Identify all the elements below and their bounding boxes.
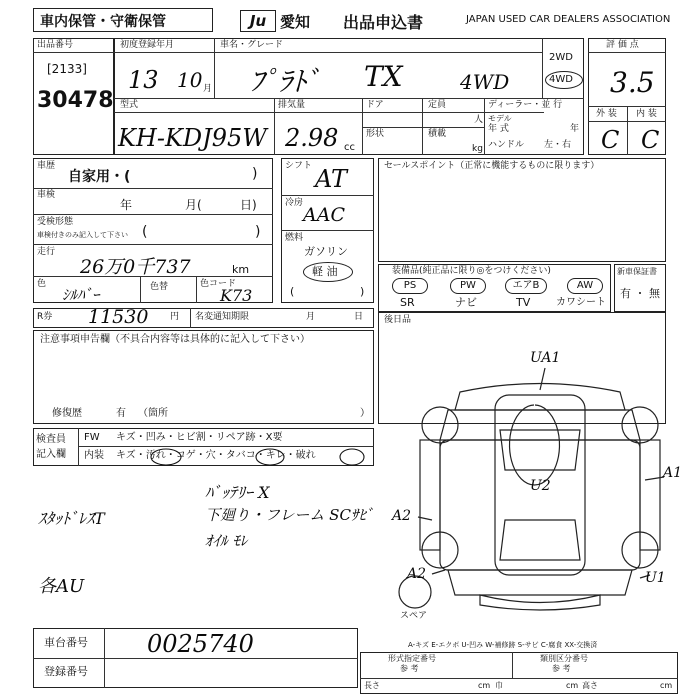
- first-reg-label: 初度登録年月: [120, 40, 175, 50]
- inspection-form-open: (: [142, 224, 148, 240]
- first-reg-year: 13: [128, 66, 159, 94]
- shift-label: シフト: [285, 161, 313, 171]
- legend: A-キズ E-エクボ U-凹み W-補修跡 S-サビ C-腐食 XX-交換済: [408, 641, 598, 649]
- org-name: 愛知: [280, 13, 311, 31]
- mileage-value: 26万0千737: [80, 256, 191, 278]
- mark-ua1: UA1: [530, 350, 561, 366]
- mark-a2-bottom: A2: [407, 566, 427, 582]
- inspection-form-close: ): [255, 224, 261, 240]
- model-grade: TX: [364, 60, 403, 93]
- handle-label: ハンドル: [488, 140, 525, 150]
- length-label: 長さ: [364, 681, 380, 690]
- ac-label: 冷房: [285, 198, 304, 208]
- sales-label: セールスポイント（正常に機能するものに限ります）: [384, 161, 600, 171]
- grade-score: 3.5: [610, 66, 655, 99]
- equip-ps: PS: [392, 278, 428, 294]
- color-change-label: 色替: [150, 282, 169, 292]
- note-underbody: 下廻り・フレーム SCｻﾋﾞ: [205, 506, 374, 524]
- interior-text: キズ・汚れ・コゲ・穴・タバコ・キレ・破れ: [116, 450, 316, 461]
- equip-airbag: エアB: [505, 278, 547, 294]
- inspector-label: 検査員: [36, 434, 66, 445]
- mark-a2-left: A2: [392, 508, 412, 524]
- fw-label: FW: [84, 432, 100, 443]
- ju-logo: Ju: [240, 10, 276, 32]
- year-label: 年 式: [488, 124, 509, 134]
- model-label: 車名・グレード: [220, 40, 284, 50]
- equipment-label: 装備品(純正品に限り◎をつけください): [392, 266, 551, 276]
- doors-label: ドア: [366, 100, 384, 110]
- fuel-gasoline: ガソリン: [304, 245, 348, 258]
- warranty-label: 新車保証書: [617, 267, 657, 276]
- equip-navi: ナビ: [455, 296, 477, 309]
- inspection-day: 日): [240, 198, 257, 212]
- later-items-label: 後日品: [384, 315, 412, 325]
- inspector-label-2: 記入欄: [36, 449, 66, 460]
- class-label: 類別区分番号: [540, 654, 588, 663]
- drive-4wd: 4WD: [549, 74, 573, 85]
- model-name: ﾌﾟﾗﾄﾞ: [250, 65, 321, 98]
- form-title: 出品申込書: [343, 13, 424, 32]
- color-code-label: 色コード: [200, 279, 237, 289]
- warranty-value: 有 ・ 無: [620, 287, 660, 300]
- notes-label: 注意事項申告欄（不具合内容等は具体的に記入して下さい）: [40, 334, 310, 345]
- drive-2wd: 2WD: [549, 52, 573, 63]
- displacement-value: 2.98: [285, 124, 339, 152]
- interior-label: 内装: [84, 450, 104, 461]
- chassis-value: 0025740: [147, 630, 254, 658]
- repair-place: （箇所: [138, 408, 168, 419]
- type-designation-ref: 参 考: [400, 664, 419, 673]
- deadline-day: 日: [354, 312, 364, 322]
- inspection-form-sub: 車検付きのみ記入して下さい: [37, 231, 128, 239]
- ext-label: 外 装: [596, 109, 617, 119]
- color-value: ｼﾙﾊﾞｰ: [62, 286, 100, 304]
- first-reg-month: 10: [177, 68, 203, 92]
- inspection-form-label: 受検形態: [37, 217, 74, 227]
- history-close: ): [252, 166, 258, 182]
- first-reg-month-unit: 月: [203, 84, 213, 94]
- length-unit: cm: [478, 681, 491, 690]
- lot-sub: [2133]: [47, 62, 87, 76]
- handle-options: 左・右: [544, 140, 572, 150]
- displacement-unit: cc: [344, 142, 355, 153]
- recycle-label: R券: [37, 312, 53, 322]
- repair-has: 有: [116, 408, 126, 419]
- model-drive-handwritten: 4WD: [460, 70, 510, 94]
- equip-aw: AW: [567, 278, 603, 294]
- fuel-paren-open: (: [290, 285, 295, 298]
- width-label: 巾: [495, 681, 503, 690]
- color-code: K73: [220, 286, 253, 305]
- type-label: 型式: [120, 100, 139, 110]
- association-name: JAPAN USED CAR DEALERS ASSOCIATION: [466, 14, 671, 25]
- model-year-label: モデル: [488, 114, 512, 123]
- shift-value: AT: [315, 165, 348, 193]
- inspection-month: 月(: [185, 198, 202, 212]
- class-ref: 参 考: [552, 664, 571, 673]
- registration-label: 登録番号: [44, 665, 88, 678]
- grade-label: 評 価 点: [606, 40, 639, 50]
- mileage-label: 走行: [37, 247, 56, 257]
- load-label: 積載: [428, 129, 447, 139]
- equip-pw: PW: [450, 278, 486, 294]
- ext-grade: C: [601, 126, 620, 154]
- recycle-value: 11530: [88, 306, 149, 328]
- year-unit: 年: [570, 124, 580, 134]
- dealer-label: ディーラー・並 行: [488, 100, 563, 110]
- mileage-unit: km: [232, 263, 250, 276]
- deadline-month: 月: [306, 312, 316, 322]
- chassis-label: 車台番号: [44, 636, 88, 649]
- equip-sr: SR: [400, 296, 415, 309]
- load-unit: kg: [472, 144, 483, 154]
- equip-tv: TV: [516, 296, 531, 309]
- recycle-unit: 円: [170, 312, 180, 322]
- history-label: 車歴: [37, 161, 56, 171]
- deadline-label: 名変通知期限: [195, 312, 250, 322]
- equip-seat: カワシート: [556, 297, 606, 308]
- note-battery: ﾊﾞｯﾃﾘｰ X: [205, 483, 270, 502]
- history-value: 自家用・(: [68, 169, 131, 185]
- ac-value: AAC: [303, 204, 345, 226]
- lot-number: 30478: [37, 88, 114, 113]
- lot-label: 出品番号: [37, 40, 74, 50]
- seats-label: 定員: [428, 100, 447, 110]
- note-studless: ｽﾀｯﾄﾞﾚｽT: [38, 509, 105, 528]
- mark-u2: U2: [530, 478, 551, 494]
- note-oil: ｵｲﾙ ﾓﾚ: [205, 532, 248, 550]
- note-each-au: 各AU: [38, 576, 85, 597]
- fuel-paren-close: ): [360, 285, 365, 298]
- type-value: KH-KDJ95W: [118, 124, 267, 152]
- height-unit: cm: [660, 681, 673, 690]
- repair-label: 修復歴: [52, 408, 82, 419]
- width-unit: cm: [566, 681, 579, 690]
- shape-label: 形状: [366, 129, 385, 139]
- height-label: 高さ: [582, 681, 598, 690]
- seats-unit: 人: [474, 115, 484, 125]
- int-label: 内 装: [636, 109, 657, 119]
- storage-text: 車内保管・守衛保管: [40, 14, 166, 30]
- inspection-label: 車検: [37, 190, 56, 200]
- int-grade: C: [641, 126, 660, 154]
- fw-text: キズ・凹み・ヒビ割・リペア跡・X要: [116, 432, 283, 443]
- fuel-diesel: 軽 油: [312, 265, 338, 278]
- displacement-label: 排気量: [278, 100, 306, 110]
- type-designation-label: 形式指定番号: [388, 654, 436, 663]
- mark-u1: U1: [645, 570, 666, 586]
- color-label: 色: [37, 279, 47, 289]
- spare-label: スペア: [400, 611, 428, 621]
- inspection-year: 年: [120, 198, 133, 212]
- fuel-label: 燃料: [285, 233, 304, 243]
- repair-close: ）: [360, 408, 370, 419]
- mark-a1: A1: [663, 465, 683, 481]
